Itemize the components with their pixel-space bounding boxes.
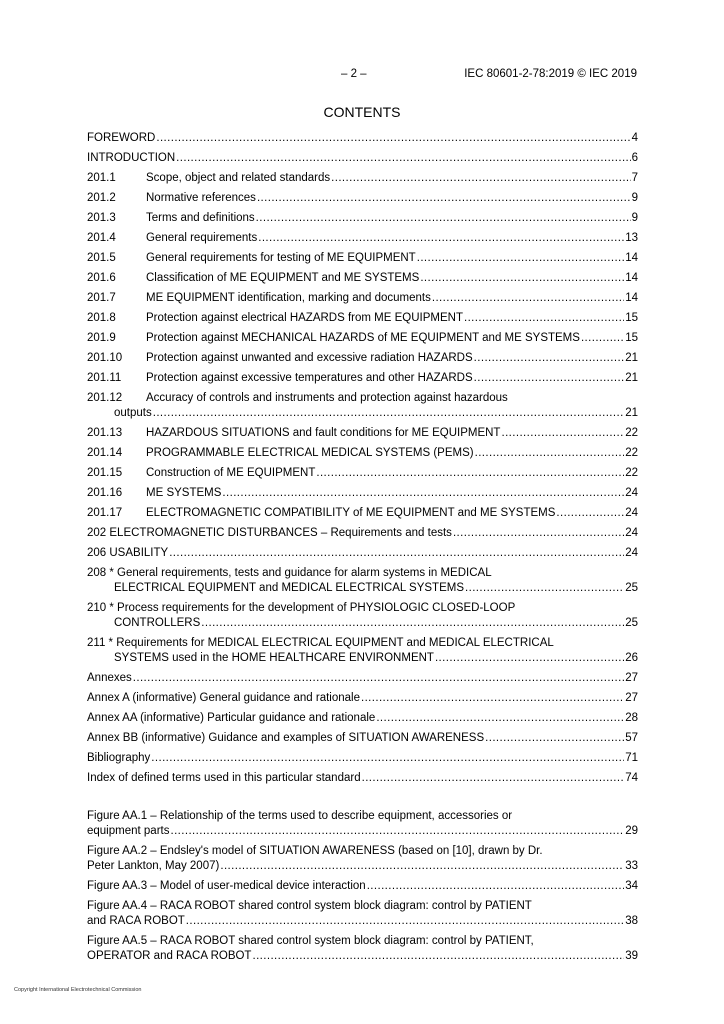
- page-number: 24: [625, 527, 638, 539]
- section-number: 201.8: [87, 312, 116, 324]
- entry-title: Annexes: [87, 672, 132, 684]
- entry-title: Terms and definitions: [146, 212, 255, 224]
- figure-entry-line: [87, 844, 638, 859]
- toc-entry-line: [87, 601, 638, 616]
- toc-entry-line: [87, 526, 638, 541]
- page-number: 21: [625, 372, 638, 384]
- toc-entry-line: [87, 131, 638, 146]
- dot-leader: [556, 506, 624, 521]
- page-number: 27: [625, 692, 638, 704]
- section-number: 201.12: [87, 392, 123, 404]
- toc-entry[interactable]: [87, 636, 638, 666]
- section-number: 201.3: [87, 212, 116, 224]
- dot-leader: [151, 751, 624, 766]
- toc-entry[interactable]: [87, 771, 638, 786]
- figure-entry-continuation: [87, 949, 638, 964]
- toc-entry-line: [87, 151, 638, 166]
- dot-leader: [367, 879, 625, 894]
- toc-entry[interactable]: [87, 751, 638, 766]
- toc-entry-line: [87, 751, 638, 766]
- toc-entry[interactable]: [87, 486, 638, 501]
- page-number: 25: [625, 617, 638, 629]
- toc-entry-line: [87, 211, 638, 226]
- toc-entry[interactable]: [87, 731, 638, 746]
- toc-entry[interactable]: [87, 191, 638, 206]
- page-number: 21: [625, 407, 638, 419]
- figure-entry-continuation: [87, 859, 638, 874]
- dot-leader: [475, 446, 625, 461]
- toc-entry[interactable]: [87, 231, 638, 246]
- dot-leader: [474, 371, 625, 386]
- entry-title: Figure AA.2 – Endsley's model of SITUATION AWARENESS (based on [10], drawn by Dr.: [87, 845, 543, 857]
- section-number: 201.16: [87, 487, 123, 499]
- entry-title: Protection against electrical HAZARDS from ME EQUIPMENT: [146, 312, 463, 324]
- page-number: 22: [625, 427, 638, 439]
- figure-entry[interactable]: [87, 899, 638, 929]
- page-number: 74: [625, 772, 638, 784]
- dot-leader: [176, 151, 630, 166]
- page-number: 4: [631, 132, 638, 144]
- toc-entry[interactable]: [87, 506, 638, 521]
- page-number: 24: [625, 547, 638, 559]
- dot-leader: [201, 616, 624, 631]
- entry-title: HAZARDOUS SITUATIONS and fault conditions for ME EQUIPMENT: [146, 427, 501, 439]
- page-number: 57: [625, 732, 638, 744]
- toc-entry-line: [87, 671, 638, 686]
- page-number: 15: [625, 312, 638, 324]
- section-number: 201.17: [87, 507, 123, 519]
- toc-entry[interactable]: [87, 151, 638, 166]
- toc-entry-line: [87, 711, 638, 726]
- toc-entry-line: [87, 271, 638, 286]
- page-number: 33: [625, 860, 638, 872]
- toc-entry[interactable]: [87, 546, 638, 561]
- page-number: 24: [625, 487, 638, 499]
- figure-entry-continuation: [87, 824, 638, 839]
- toc-entry-line: [87, 371, 638, 386]
- toc-entry[interactable]: [87, 711, 638, 726]
- toc-entry-line: [87, 731, 638, 746]
- section-number: 201.1: [87, 172, 116, 184]
- dot-leader: [361, 691, 624, 706]
- entry-title: 211 * Requirements for MEDICAL ELECTRICAL EQUIPMENT and MEDICAL ELECTRICAL: [87, 637, 554, 649]
- dot-leader: [432, 291, 624, 306]
- toc-entry[interactable]: [87, 601, 638, 631]
- entry-title: ME EQUIPMENT identification, marking and documents: [146, 292, 431, 304]
- dot-leader: [420, 271, 624, 286]
- dot-leader: [362, 771, 625, 786]
- entry-title: Protection against excessive temperatures and other HAZARDS: [146, 372, 473, 384]
- dot-leader: [186, 914, 624, 929]
- toc-entry-line: [87, 486, 638, 501]
- entry-title-continued: OPERATOR and RACA ROBOT: [87, 950, 252, 962]
- entry-title: Bibliography: [87, 752, 151, 764]
- page-number: 26: [625, 652, 638, 664]
- toc-entry[interactable]: [87, 131, 638, 146]
- entry-title: Normative references: [146, 192, 256, 204]
- toc-entry-line: [87, 691, 638, 706]
- dot-leader: [252, 949, 624, 964]
- toc-entry-line: [87, 171, 638, 186]
- dot-leader: [156, 131, 630, 146]
- toc-entry-line: [87, 251, 638, 266]
- toc-entry-line: [87, 771, 638, 786]
- dot-leader: [153, 406, 624, 421]
- standard-header: IEC 80601-2-78:2019 © IEC 2019: [464, 68, 637, 80]
- entry-title: Annex AA (informative) Particular guidance and rationale: [87, 712, 376, 724]
- table-of-contents: [87, 131, 638, 791]
- dot-leader: [316, 466, 624, 481]
- dot-leader: [435, 651, 624, 666]
- page-number: 71: [625, 752, 638, 764]
- toc-entry-line: [87, 506, 638, 521]
- page-number: 25: [625, 582, 638, 594]
- dot-leader: [376, 711, 624, 726]
- copyright-notice: Copyright International Electrotechnical Commission: [14, 987, 142, 993]
- page-number: 14: [625, 292, 638, 304]
- dot-leader: [501, 426, 624, 441]
- page-number: 38: [625, 915, 638, 927]
- page-title: CONTENTS: [323, 104, 401, 120]
- entry-title-continued: outputs: [114, 407, 152, 419]
- dot-leader: [474, 351, 625, 366]
- toc-entry-continuation: [87, 406, 638, 421]
- dot-leader: [464, 311, 624, 326]
- entry-title-continued: CONTROLLERS: [114, 617, 201, 629]
- toc-entry-line: [87, 546, 638, 561]
- dot-leader: [170, 824, 624, 839]
- entry-title-continued: SYSTEMS used in the HOME HEALTHCARE ENVIRONMENT: [114, 652, 434, 664]
- toc-entry-line: [87, 566, 638, 581]
- page-number-header: – 2 –: [341, 68, 367, 80]
- figure-entry[interactable]: [87, 844, 638, 874]
- page-number: 13: [625, 232, 638, 244]
- page-number: 29: [625, 825, 638, 837]
- figure-entry[interactable]: [87, 879, 638, 894]
- entry-title: Classification of ME EQUIPMENT and ME SYSTEMS: [146, 272, 420, 284]
- toc-entry-continuation: [87, 581, 638, 596]
- entry-title-continued: equipment parts: [87, 825, 170, 837]
- toc-entry[interactable]: [87, 311, 638, 326]
- page-number: 27: [625, 672, 638, 684]
- figure-entry-line: [87, 879, 638, 894]
- toc-entry[interactable]: [87, 271, 638, 286]
- page-number: 7: [631, 172, 638, 184]
- entry-title: Accuracy of controls and instruments and protection against hazardous: [146, 392, 508, 404]
- dot-leader: [465, 581, 624, 596]
- page-number: 24: [625, 507, 638, 519]
- dot-leader: [222, 486, 624, 501]
- dot-leader: [331, 171, 630, 186]
- section-number: 201.10: [87, 352, 123, 364]
- toc-entry[interactable]: [87, 566, 638, 596]
- dot-leader: [257, 191, 631, 206]
- entry-title: Annex A (informative) General guidance and rationale: [87, 692, 360, 704]
- entry-title-continued: and RACA ROBOT: [87, 915, 185, 927]
- toc-entry-line: [87, 231, 638, 246]
- toc-entry-line: [87, 446, 638, 461]
- entry-title: PROGRAMMABLE ELECTRICAL MEDICAL SYSTEMS (PEMS): [146, 447, 474, 459]
- toc-entry[interactable]: [87, 291, 638, 306]
- dot-leader: [256, 211, 631, 226]
- entry-title: Scope, object and related standards: [146, 172, 331, 184]
- section-number: 201.9: [87, 332, 116, 344]
- section-number: 201.4: [87, 232, 116, 244]
- toc-entry-line: [87, 311, 638, 326]
- entry-title: 208 * General requirements, tests and guidance for alarm systems in MEDICAL: [87, 567, 492, 579]
- figure-entry-continuation: [87, 914, 638, 929]
- section-number: 201.13: [87, 427, 123, 439]
- page-number: 9: [631, 192, 638, 204]
- page-number: 34: [625, 880, 638, 892]
- page-number: 14: [625, 272, 638, 284]
- entry-title: FOREWORD: [87, 132, 156, 144]
- section-number: 201.5: [87, 252, 116, 264]
- entry-title: 210 * Process requirements for the development of PHYSIOLOGIC CLOSED-LOOP: [87, 602, 516, 614]
- toc-entry-line: [87, 191, 638, 206]
- entry-title-continued: ELECTRICAL EQUIPMENT and MEDICAL ELECTRICAL SYSTEMS: [114, 582, 464, 594]
- toc-entry[interactable]: [87, 171, 638, 186]
- entry-title: 202 ELECTROMAGNETIC DISTURBANCES – Requirements and tests: [87, 527, 452, 539]
- toc-entry[interactable]: [87, 211, 638, 226]
- toc-entry[interactable]: [87, 351, 638, 366]
- toc-entry[interactable]: [87, 391, 638, 421]
- toc-entry[interactable]: [87, 691, 638, 706]
- entry-title: Figure AA.1 – Relationship of the terms used to describe equipment, accessories or: [87, 810, 513, 822]
- list-of-figures: [87, 809, 638, 969]
- page-number: 28: [625, 712, 638, 724]
- entry-title: Figure AA.5 – RACA ROBOT shared control system block diagram: control by PATIENT,: [87, 935, 534, 947]
- entry-title: Protection against MECHANICAL HAZARDS of ME EQUIPMENT and ME SYSTEMS: [146, 332, 580, 344]
- toc-entry-continuation: [87, 651, 638, 666]
- toc-entry[interactable]: [87, 331, 638, 346]
- toc-entry[interactable]: [87, 426, 638, 441]
- page-number: 39: [625, 950, 638, 962]
- entry-title: INTRODUCTION: [87, 152, 176, 164]
- toc-entry[interactable]: [87, 466, 638, 481]
- figure-entry-line: [87, 899, 638, 914]
- figure-entry-line: [87, 934, 638, 949]
- dot-leader: [581, 331, 624, 346]
- toc-entry[interactable]: [87, 251, 638, 266]
- dot-leader: [169, 546, 624, 561]
- entry-title: Figure AA.4 – RACA ROBOT shared control system block diagram: control by PATIENT: [87, 900, 532, 912]
- entry-title: ELECTROMAGNETIC COMPATIBILITY of ME EQUIPMENT and ME SYSTEMS: [146, 507, 556, 519]
- toc-entry-line: [87, 636, 638, 651]
- section-number: 201.2: [87, 192, 116, 204]
- page-number: 22: [625, 467, 638, 479]
- entry-title: Annex BB (informative) Guidance and examples of SITUATION AWARENESS: [87, 732, 485, 744]
- toc-entry[interactable]: [87, 446, 638, 461]
- figure-entry[interactable]: [87, 934, 638, 964]
- section-number: 201.14: [87, 447, 123, 459]
- dot-leader: [133, 671, 624, 686]
- entry-title: General requirements for testing of ME EQUIPMENT: [146, 252, 416, 264]
- toc-entry[interactable]: [87, 371, 638, 386]
- toc-entry-line: [87, 291, 638, 306]
- section-number: 201.6: [87, 272, 116, 284]
- page-number: 14: [625, 252, 638, 264]
- entry-title-continued: Peter Lankton, May 2007): [87, 860, 220, 872]
- section-number: 201.11: [87, 372, 122, 384]
- toc-entry-line: [87, 426, 638, 441]
- page-number: 22: [625, 447, 638, 459]
- page-number: 9: [631, 212, 638, 224]
- page-number: 15: [625, 332, 638, 344]
- figure-entry[interactable]: [87, 809, 638, 839]
- section-number: 201.7: [87, 292, 116, 304]
- entry-title: Index of defined terms used in this particular standard: [87, 772, 361, 784]
- toc-entry-continuation: [87, 616, 638, 631]
- dot-leader: [258, 231, 624, 246]
- entry-title: Construction of ME EQUIPMENT: [146, 467, 316, 479]
- section-number: 201.15: [87, 467, 123, 479]
- dot-leader: [220, 859, 624, 874]
- toc-entry[interactable]: [87, 526, 638, 541]
- entry-title: 206 USABILITY: [87, 547, 169, 559]
- toc-entry-line: [87, 351, 638, 366]
- page-number: 6: [631, 152, 638, 164]
- entry-title: General requirements: [146, 232, 258, 244]
- dot-leader: [453, 526, 624, 541]
- entry-title: Figure AA.3 – Model of user-medical device interaction: [87, 880, 366, 892]
- page-number: 21: [625, 352, 638, 364]
- toc-entry-line: [87, 391, 638, 406]
- entry-title: Protection against unwanted and excessive radiation HAZARDS: [146, 352, 473, 364]
- dot-leader: [417, 251, 624, 266]
- toc-entry-line: [87, 331, 638, 346]
- toc-entry[interactable]: [87, 671, 638, 686]
- toc-entry-line: [87, 466, 638, 481]
- entry-title: ME SYSTEMS: [146, 487, 222, 499]
- dot-leader: [485, 731, 624, 746]
- figure-entry-line: [87, 809, 638, 824]
